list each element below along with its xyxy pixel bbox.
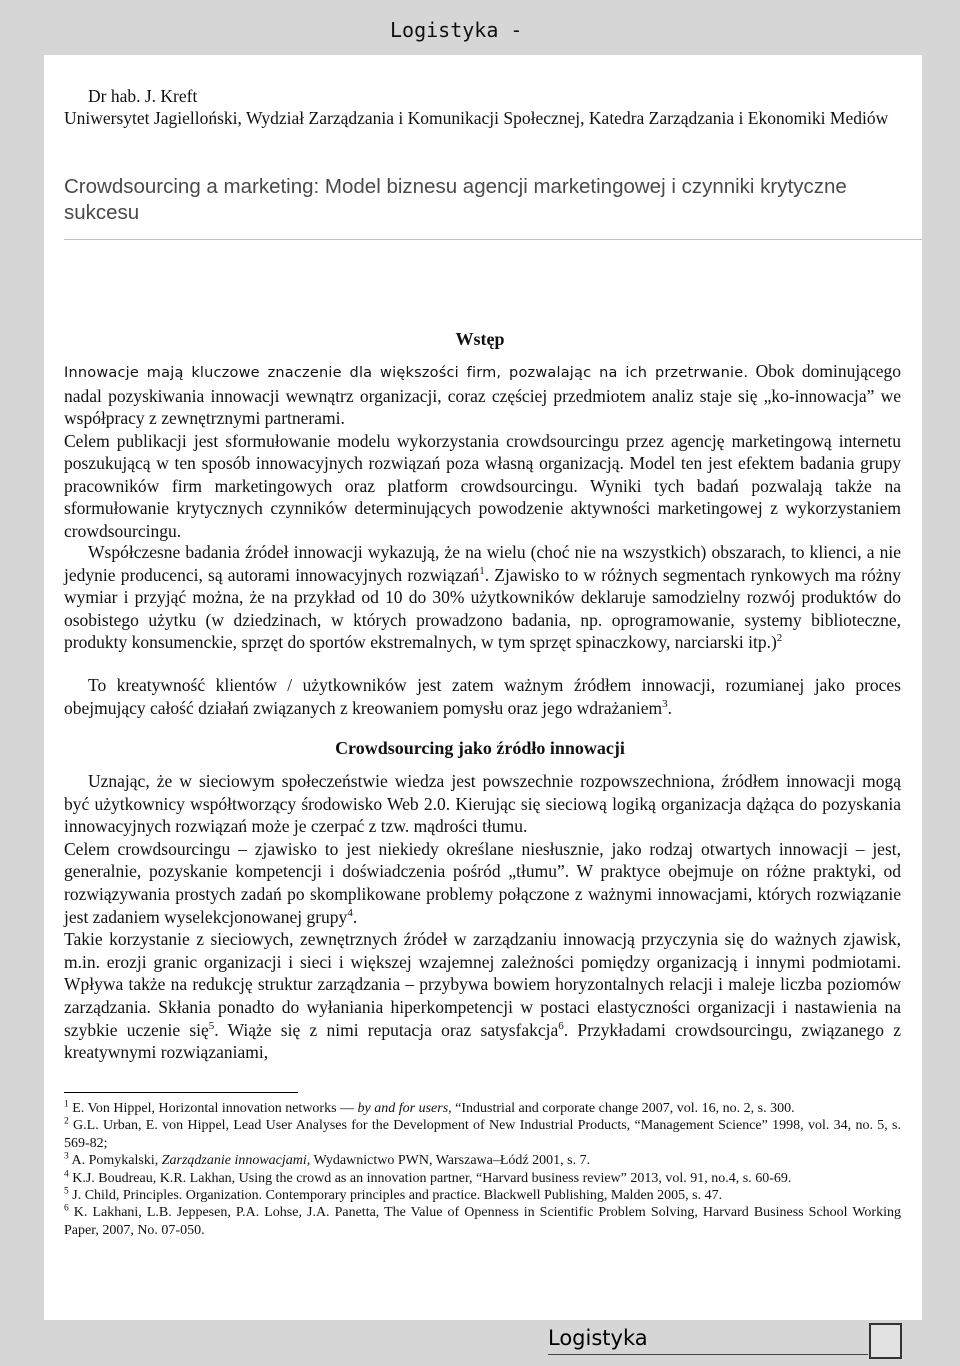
footnote-text: , Wydawnictwo PWN, Warszawa–Łódź 2001, s. 7.	[306, 1153, 591, 1169]
paragraph-text: .	[667, 697, 673, 718]
footnote-number: 2	[64, 1116, 69, 1127]
article-title: Crowdsourcing a marketing: Model biznesu agencji marketingowej i czynniki krytyczne sukcesu	[64, 175, 847, 224]
footnotes	[64, 1100, 901, 1239]
footnote-ref[interactable]: 3	[662, 697, 668, 710]
section-crowdsourcing-body	[64, 770, 901, 1064]
footnote-number: 4	[64, 1168, 69, 1179]
author-name: Dr hab. J. Kreft	[88, 86, 198, 106]
footnote-number: 1	[64, 1099, 69, 1110]
footnote-1	[64, 1100, 901, 1117]
footnote-italic: Zarządzanie innowacjami	[161, 1153, 307, 1169]
footnote-number: 6	[64, 1203, 69, 1214]
intro-text: Obok dominującego nadal pozyskiwania innowacji wewnątrz organizacji, coraz częściej przedmiotem analiz staje się „ko-innowacja” we współpracy z zewnętrznymi partnerami.	[64, 361, 901, 428]
footnote-ref[interactable]: 2	[776, 632, 783, 645]
footnote-2	[64, 1117, 901, 1152]
footnote-ref[interactable]: 5	[208, 1019, 215, 1032]
paragraph-intro	[64, 360, 901, 542]
paragraph-text: To kreatywność klientów / użytkowników jest zatem ważnym źródłem innowacji, rozumianej jako proces obejmujący całość działań związanych z kreowaniem pomysłu oraz jego wdrażaniem	[64, 675, 901, 718]
paragraph-text: . Zjawisko to w różnych segmentach rynkowych ma różny wymiar i przyjąć można, że na przykład od 10 do 30% użytkowników deklaruje samodzielny rozwój produktów do osobistego użytku (w dziedzinach, w których prowadzono badania, np. oprogramowanie, systemy biblioteczne, produkty konsumenckie, sprzęt do sportów ekstremalnych, w tym sprzęt spinaczkowy, narciarski itp.)	[64, 564, 901, 653]
footnote-text: A. Pomykalski,	[68, 1153, 162, 1169]
footnote-number: 3	[64, 1151, 69, 1162]
footnote-italic: by and for users,	[357, 1101, 452, 1116]
footnote-3	[64, 1152, 901, 1169]
paragraph-text: . Przykładami crowdsourcingu, związanego z kreatywnymi rozwiązaniami,	[64, 1019, 901, 1063]
footnote-text: E. Von Hippel, Horizontal innovation networks —	[68, 1101, 358, 1116]
paragraph-text: Takie korzystanie z sieciowych, zewnętrznych źródeł w zarządzaniu innowacją przyczynia się do ważnych zjawisk, m.in. erozji granic organizacji i sieci i większej wzajemnej zależności pomiędzy organizacją i innymi podmiotami. Wpływa także na redukcję struktur zarządzania – przybywa bowiem horyzontalnych relacji i maleje liczba poziomów zarządzania. Skłania ponadto do wyłaniania hiperkompetencji w postaci elastyczności organizacji i nastawienia na szybkie uczenie się	[64, 929, 901, 1040]
footnote-text: “Industrial and corporate change 2007, vol. 16, no. 2, s. 300.	[451, 1101, 795, 1116]
page-footer	[0, 1320, 960, 1366]
footnote-ref[interactable]: 4	[347, 906, 353, 919]
title-divider	[64, 239, 922, 240]
section-heading-crowdsourcing: Crowdsourcing jako źródło innowacji	[335, 738, 625, 758]
paragraph-text: .	[352, 906, 358, 927]
page-number-box	[869, 1323, 902, 1359]
footnote-text: K.J. Boudreau, K.R. Lakhan, Using the crowd as an innovation partner, “Harvard business review” 2013, vol. 91, no.4, s. 60-69.	[68, 1170, 792, 1186]
paragraph-text: Uznając, że w sieciowym społeczeństwie wiedza jest powszechnie rozpowszechniona, źródłem innowacji mogą być użytkownicy współtworzący środowisko Web 2.0. Kierując się sieciową logiką organizacja dążąca do pozyskania innowacyjnych rozwiązań może je czerpać z tzw. mądrości tłumu.	[64, 771, 901, 837]
paragraph-text: Celem crowdsourcingu – zjawisko to jest niekiedy określane niesłusznie, jako rodzaj otwartych innowacji – jest, generalnie, pozyskanie kompetencji i doświadczenia pośród „tłumu”. W praktyce obejmuje on różne praktyki, od rozwiązywania prostych zadań po skomplikowane problemy połączone z ważnymi innowacjami, których rozwiązanie jest zadaniem wyselekcjonowanej grupy	[64, 838, 901, 927]
paragraph-text: . Wiąże się z nimi reputacja oraz satysfakcja	[214, 1019, 559, 1040]
footnote-ref[interactable]: 6	[558, 1019, 564, 1032]
section-heading-wstep: Wstęp	[455, 329, 505, 349]
footnote-text: K. Lakhani, L.B. Jeppesen, P.A. Lohse, J.A. Panetta, The Value of Openness in Scientific Problem Solving, Harvard Business School Working Paper, 2007, No. 07-050.	[64, 1205, 901, 1238]
paragraph-sources	[64, 541, 901, 654]
footnote-separator	[64, 1092, 298, 1093]
paragraph-creativity	[64, 674, 901, 719]
footer-rule	[548, 1354, 868, 1355]
footnote-6	[64, 1204, 901, 1239]
intro-lead-text: Innowacje mają kluczowe znaczenie dla większości firm, pozwalając na ich przetrwanie.	[64, 365, 749, 381]
paragraph-text: Współczesne badania źródeł innowacji wykazują, że na wielu (choć nie na wszystkich) obszarach, to klienci, a nie jedynie producenci, są autorami innowacyjnych rozwiązań	[64, 542, 901, 585]
footnote-ref[interactable]: 1	[479, 564, 485, 577]
page-header	[0, 0, 960, 55]
footer-title: Logistyka	[548, 1326, 648, 1350]
author-affiliation: Uniwersytet Jagielloński, Wydział Zarządzania i Komunikacji Społecznej, Katedra Zarządzania i Ekonomiki Mediów	[64, 108, 889, 128]
footnote-4	[64, 1170, 901, 1187]
footnote-text: G.L. Urban, E. von Hippel, Lead User Analyses for the Development of New Industrial Products, “Management Science” 1998, vol. 34, no. 5, s. 569-82;	[64, 1118, 901, 1151]
header-title: Logistyka -	[390, 18, 523, 42]
intro-continuation: Celem publikacji jest sformułowanie modelu wykorzystania crowdsourcingu przez agencję marketingową internetu poszukującą w ten sposób innowacyjnych rozwiązań poza własną organizacją. Model ten jest efektem badania grupy pracowników firm marketingowych oraz platform crowdsourcingu. Wyniki tych badań pozwalają także na sformułowanie krytycznych czynników determinujących powodzenie aktywności marketingowej z wykorzystaniem crowdsourcingu.	[64, 430, 901, 541]
footnote-text: J. Child, Principles. Organization. Contemporary principles and practice. Blackwell Publishing, Malden 2005, s. 47.	[68, 1188, 723, 1204]
footnote-5	[64, 1187, 901, 1204]
footnote-number: 5	[64, 1186, 69, 1197]
